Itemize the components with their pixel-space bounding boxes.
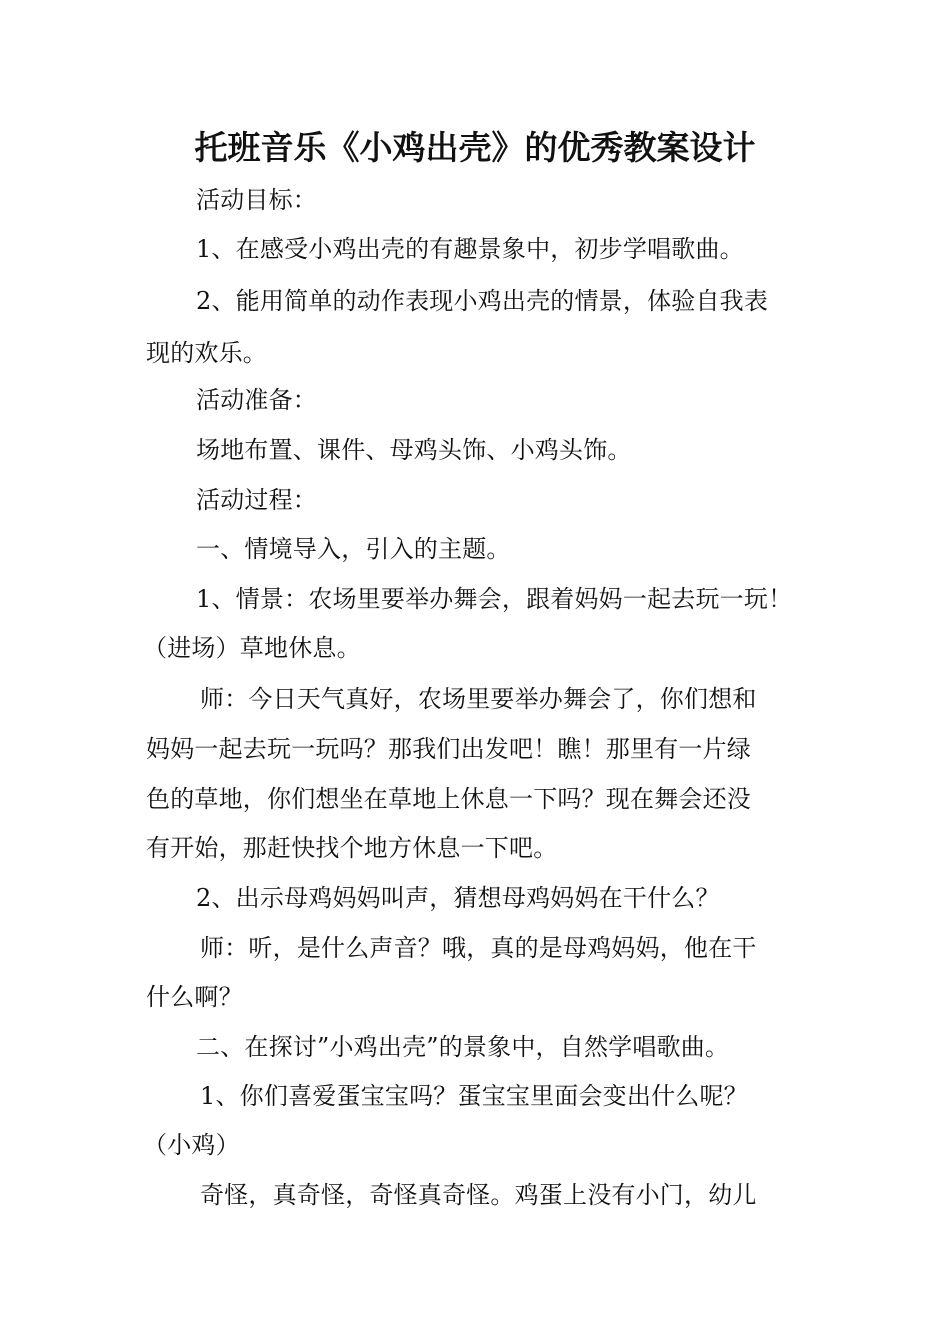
text-line: （小鸡） bbox=[143, 1131, 240, 1159]
text-line: 1、你们喜爱蛋宝宝吗？蛋宝宝里面会变出什么呢？ bbox=[200, 1082, 748, 1110]
text-line: 活动准备： bbox=[196, 386, 317, 414]
text-line: 现的欢乐。 bbox=[146, 339, 267, 367]
text-line: 什么啊？ bbox=[146, 983, 243, 1011]
text-line: 一、情境导入，引入的主题。 bbox=[196, 535, 511, 563]
text-line: （进场）草地休息。 bbox=[143, 634, 361, 662]
text-line: 活动过程： bbox=[196, 486, 317, 514]
text-line: 奇怪，真奇怪，奇怪真奇怪。鸡蛋上没有小门，幼儿 bbox=[200, 1181, 757, 1209]
text-line: 有开始，那赶快找个地方休息一下吧。 bbox=[146, 834, 558, 862]
text-line: 师：听，是什么声音？哦，真的是母鸡妈妈，他在干 bbox=[200, 934, 757, 962]
text-line: 1、情景：农场里要举办舞会，跟着妈妈一起去玩一玩！ bbox=[196, 585, 793, 613]
text-line: 2、出示母鸡妈妈叫声，猜想母鸡妈妈在干什么？ bbox=[196, 884, 720, 912]
text-line: 活动目标： bbox=[196, 186, 317, 214]
text-line: 场地布置、课件、母鸡头饰、小鸡头饰。 bbox=[196, 436, 632, 464]
text-line: 师：今日天气真好，农场里要举办舞会了，你们想和 bbox=[200, 685, 757, 713]
text-line: 1、在感受小鸡出壳的有趣景象中，初步学唱歌曲。 bbox=[196, 235, 744, 263]
text-line: 2、能用简单的动作表现小鸡出壳的情景，体验自我表 bbox=[196, 287, 769, 315]
text-line: 妈妈一起去玩一玩吗？那我们出发吧！瞧！那里有一片绿 bbox=[146, 735, 751, 763]
document-title: 托班音乐《小鸡出壳》的优秀教案设计 bbox=[194, 128, 756, 167]
text-line: 二、在探讨”小鸡出壳”的景象中，自然学唱歌曲。 bbox=[196, 1033, 730, 1061]
text-line: 色的草地，你们想坐在草地上休息一下吗？现在舞会还没 bbox=[146, 785, 751, 813]
